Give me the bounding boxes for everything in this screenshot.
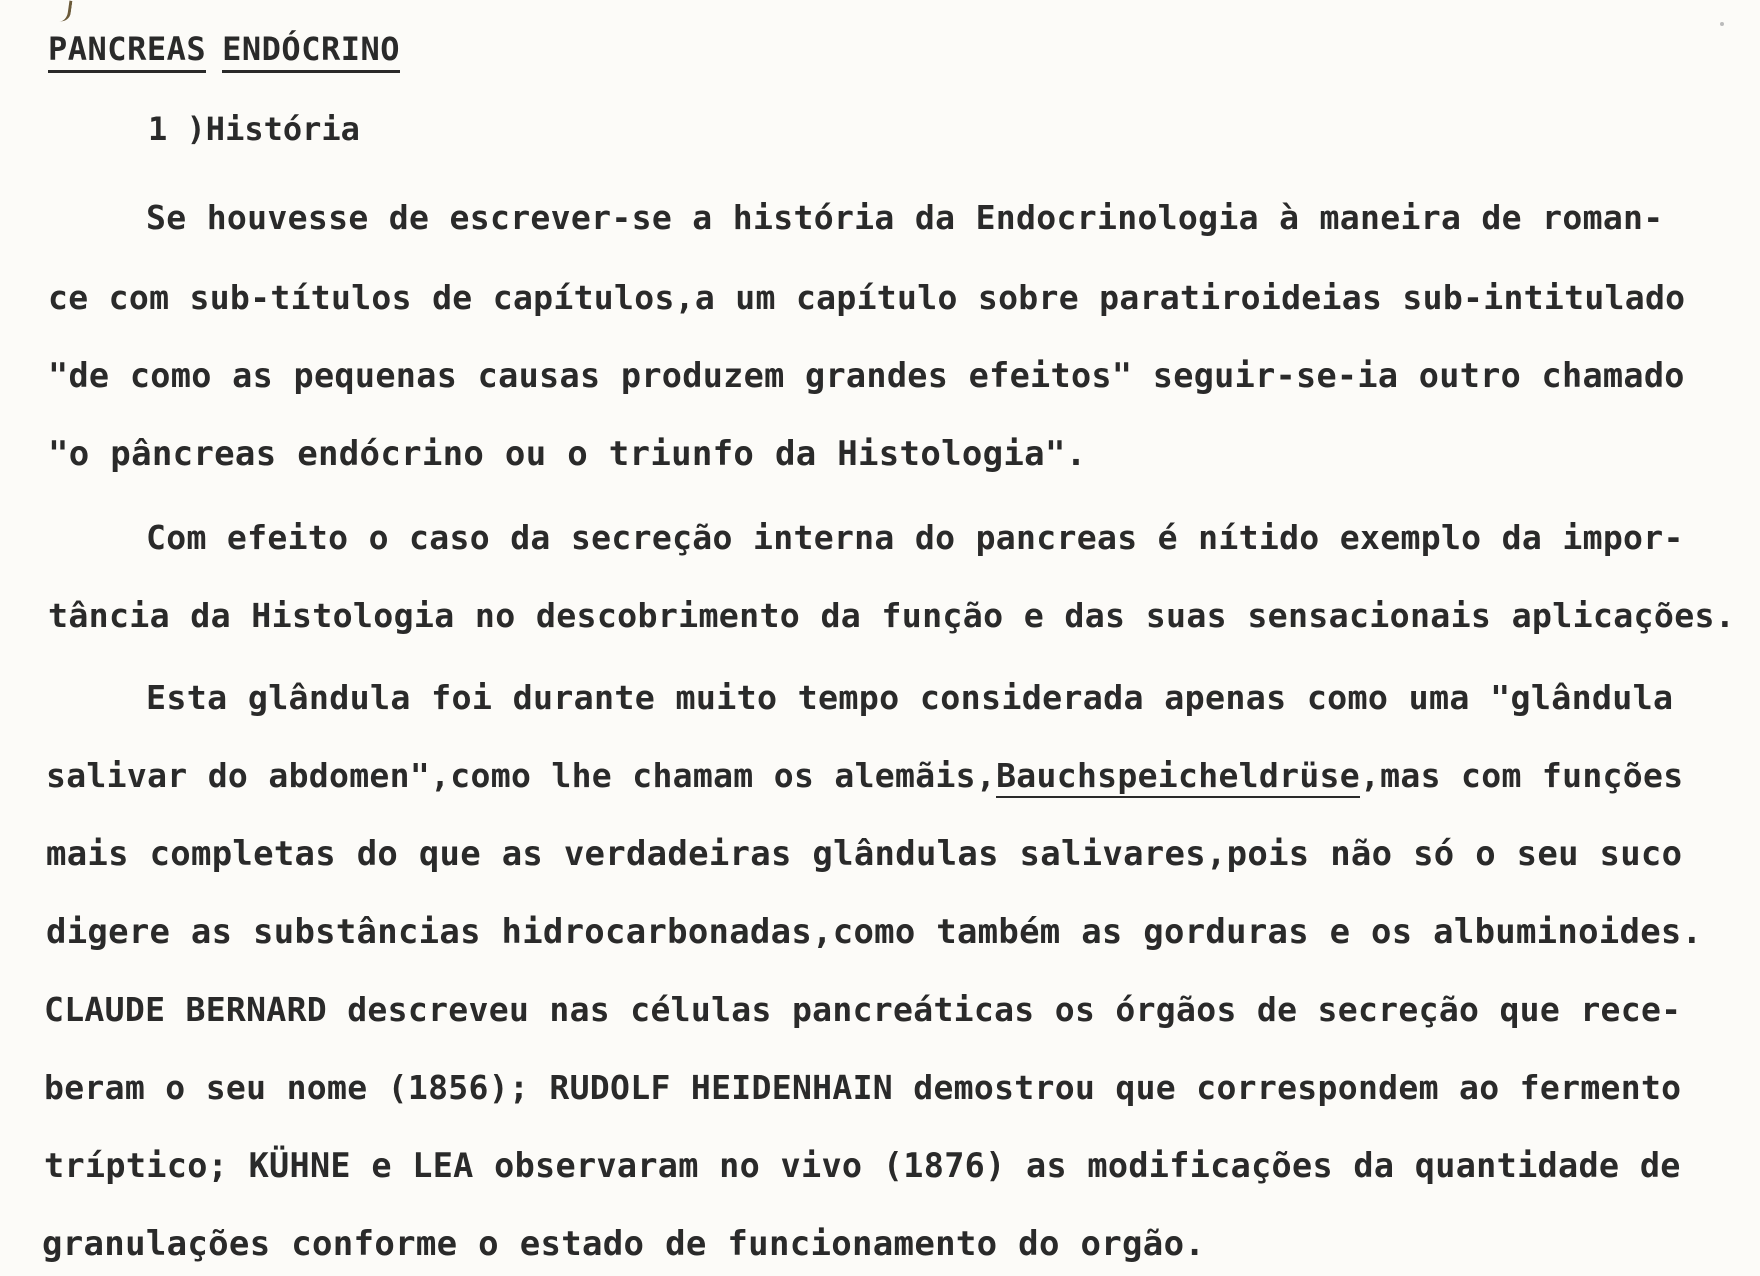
text-line: Com efeito o caso da secreção interna do pancreas é nítido exemplo da impor- xyxy=(146,518,1684,557)
text-line: ce com sub-títulos de capítulos,a um capítulo sobre paratiroideias sub-intitulado xyxy=(48,278,1686,317)
text-line xyxy=(46,756,1683,795)
text-line: tríptico; KÜHNE e LEA observaram no vivo (1876) as modificações da quantidade de xyxy=(44,1146,1681,1185)
text-line: beram o seu nome (1856); RUDOLF HEIDENHAIN demostrou que correspondem ao fermento xyxy=(44,1068,1682,1107)
text-line: "o pâncreas endócrino ou o triunfo da Histologia". xyxy=(48,434,1087,474)
text-segment: ,mas com funções xyxy=(1359,756,1684,795)
document-title xyxy=(48,30,400,68)
text-line: digere as substâncias hidrocarbonadas,como também as gorduras e os albuminoides. xyxy=(46,912,1703,951)
text-line: mais completas do que as verdadeiras glândulas salivares,pois não só o seu suco xyxy=(46,834,1683,873)
text-line: Se houvesse de escrever-se a história da Endocrinologia à maneira de roman- xyxy=(146,198,1664,237)
underlined-term: Bauchspeicheldrüse xyxy=(996,756,1360,798)
text-line: granulações conforme o estado de funcionamento do orgão. xyxy=(42,1224,1206,1264)
text-line: Esta glândula foi durante muito tempo considerada apenas como uma "glândula xyxy=(146,678,1674,717)
text-line: CLAUDE BERNARD descreveu nas células pancreáticas os órgãos de secreção que rece- xyxy=(44,990,1682,1029)
text-segment: salivar do abdomen",como lhe chamam os alemãis, xyxy=(46,756,997,795)
text-line: "de como as pequenas causas produzem grandes efeitos" seguir-se-ia outro chamado xyxy=(48,356,1685,395)
paper-speck xyxy=(1720,22,1724,26)
title-word-endocrino: ENDÓCRINO xyxy=(222,30,400,73)
section-heading: 1 )História xyxy=(148,110,360,148)
title-word-pancreas: PANCREAS xyxy=(48,30,206,73)
text-line: tância da Histologia no descobrimento da função e das suas sensacionais aplicações. xyxy=(48,596,1736,635)
ink-mark xyxy=(59,0,73,23)
